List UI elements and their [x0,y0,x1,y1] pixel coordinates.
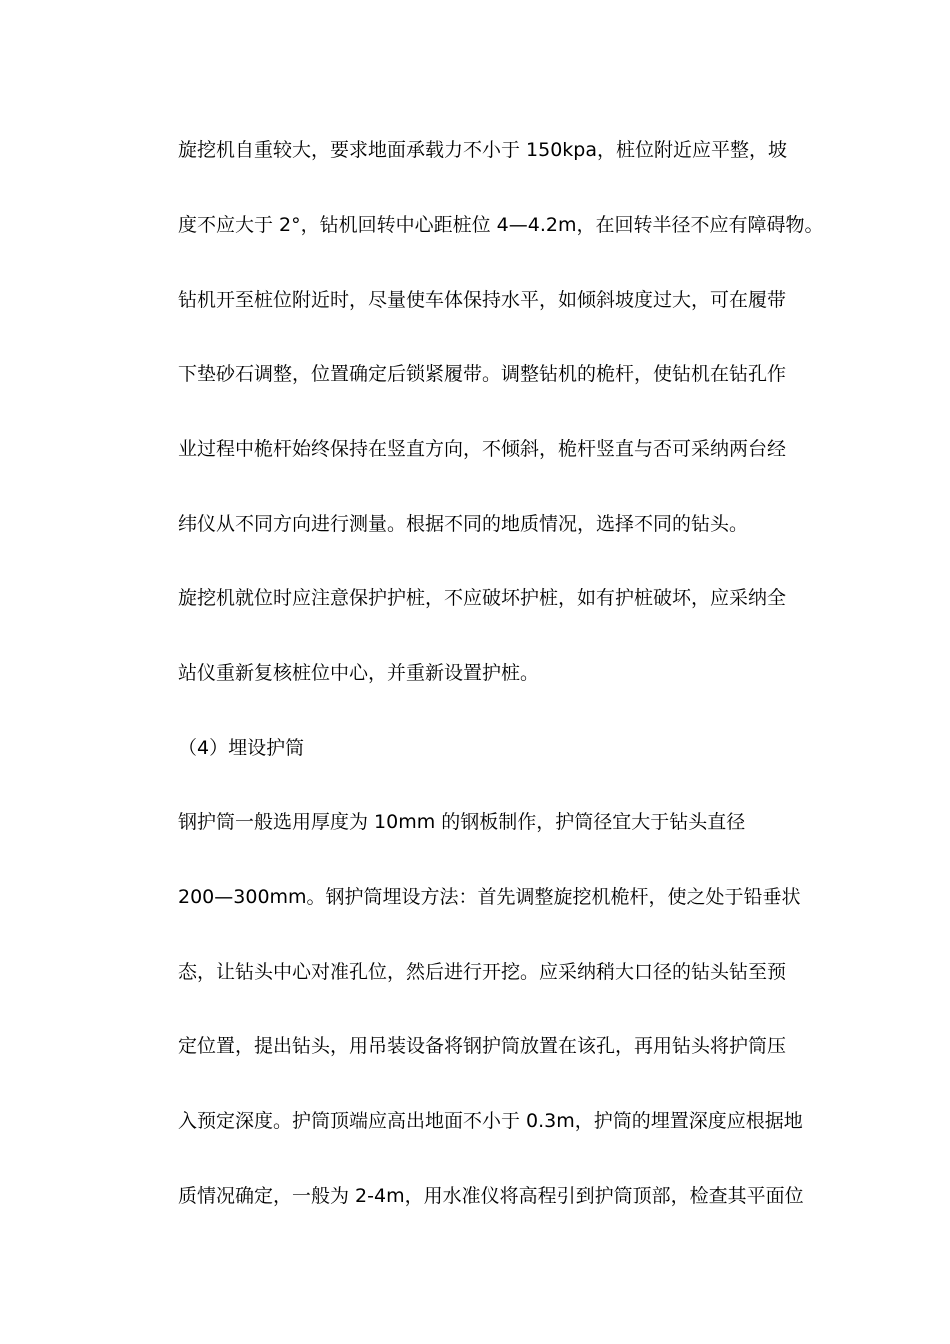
text-line: 度不应大于 2°，钻机回转中心距桩位 4—4.2m，在回转半径不应有障碍物。 [178,214,824,236]
section-heading: （4）埋设护筒 [178,737,305,759]
text-line: 200—300mm。钢护筒埋设方法：首先调整旋挖机桅杆，使之处于铅垂状 [178,886,801,908]
text-line: 站仪重新复核桩位中心，并重新设置护桩。 [178,662,540,684]
text-line: 业过程中桅杆始终保持在竖直方向，不倾斜，桅杆竖直与否可采纳两台经 [178,438,787,460]
text-line: 旋挖机自重较大，要求地面承载力不小于 150kpa，桩位附近应平整，坡 [178,139,788,161]
text-line: 定位置，提出钻头，用吊装设备将钢护筒放置在该孔，再用钻头将护筒压 [178,1035,787,1057]
text-line: 态，让钻头中心对准孔位，然后进行开挖。应采纳稍大口径的钻头钻至预 [178,961,787,983]
text-line: 旋挖机就位时应注意保护护桩，不应破坏护桩，如有护桩破坏，应采纳全 [178,587,787,609]
text-line: 入预定深度。护筒顶端应高出地面不小于 0.3m，护筒的埋置深度应根据地 [178,1110,803,1132]
text-line: 质情况确定，一般为 2-4m，用水准仪将高程引到护筒顶部，检查其平面位 [178,1185,804,1207]
text-line: 下垫砂石调整，位置确定后锁紧履带。调整钻机的桅杆，使钻机在钻孔作 [178,363,787,385]
text-line: 钻机开至桩位附近时，尽量使车体保持水平，如倾斜坡度过大，可在履带 [178,289,787,311]
text-line: 纬仪从不同方向进行测量。根据不同的地质情况，选择不同的钻头。 [178,513,749,535]
text-line: 钢护筒一般选用厚度为 10mm 的钢板制作，护筒径宜大于钻头直径 [178,811,746,833]
